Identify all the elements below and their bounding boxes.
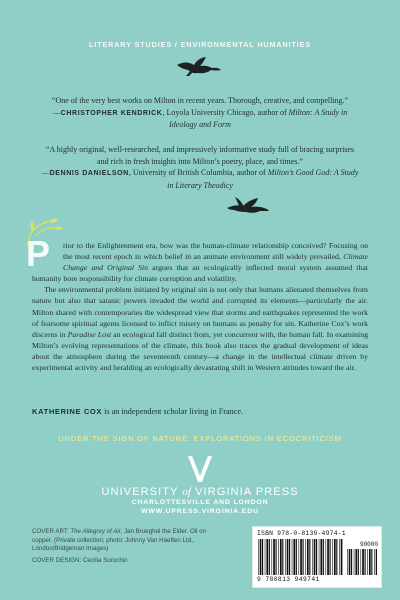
publisher-name	[0, 486, 400, 498]
quote-affiliation: , University of British Columbia, author of	[128, 168, 268, 177]
cover-credits	[32, 528, 222, 568]
price-barcode-icon	[347, 549, 377, 577]
isbn-barcode	[252, 526, 382, 588]
bird-illustration-top	[176, 56, 222, 78]
artwork-title: The Allegory of Air,	[70, 528, 123, 535]
quote-book: Milton: A Study in Ideology and Form	[169, 107, 348, 129]
description-text: argues that an ecologically inflected moral system assumed that humanity bore responsibility for climate corruption and volatility.	[32, 263, 368, 284]
author-bio-text: is an independent scholar living in France.	[102, 407, 244, 416]
dropcap-letter: P	[26, 233, 51, 274]
author-bio	[32, 407, 372, 416]
quote-text: “A highly original, well-researched, and impressively informative study full of bracing surprises and rich in fresh insights into Milton’s poetry, place, and times.”	[45, 145, 355, 166]
description-paragraph-2	[32, 284, 368, 373]
quote-attribution	[40, 107, 360, 131]
quote-author: CHRISTOPHER KENDRICK	[60, 109, 163, 117]
book-description	[26, 233, 368, 373]
credit-label: COVER ART:	[32, 528, 71, 535]
decorative-dropcap	[26, 233, 59, 274]
description-paragraph-1	[26, 233, 368, 284]
publisher-url: WWW.UPRESS.VIRGINIA.EDU	[141, 508, 259, 515]
cover-design-credit: COVER DESIGN: Cecilia Sorochin	[32, 556, 128, 564]
isbn-number: ISBN 978-0-8139-4974-1	[257, 530, 346, 537]
publisher-name-part: UNIVERSITY	[101, 486, 179, 498]
ean-barcode-icon	[258, 539, 344, 577]
quote-attribution	[40, 167, 360, 191]
price-code: 90000	[359, 541, 378, 548]
credit-text: Jan Brueghel the Elder. Oil on copper. (Private collection; photo: Johnny Van Haeften Ltd., London/Bridgeman Images)	[32, 528, 207, 553]
description-text: an ecological fall distinct from, yet concurrent with, the human fall. In examining Milton’s evolving representations of the climate, this book also traces the gradual development of ideas about the atmosphere during the seventeenth century—a change in the intellectual climate driven by experimental activity and heralding an ecologically devastating shift in Western attitudes toward the air.	[32, 329, 368, 373]
description-text: rior to the Enlightenment era, how was the human-climate relationship conceived? Focusing on the most recent epoch in which belief in an animate environment still widely prevailed,	[63, 241, 368, 262]
bird-illustration-middle	[226, 196, 270, 216]
endorsement-quote-1	[40, 95, 360, 131]
quote-dash: —	[52, 107, 61, 117]
press-logo-icon	[186, 454, 214, 484]
quote-text: “One of the very best works on Milton in recent years. Thorough, creative, and compelling.”	[51, 96, 349, 105]
ean-number: 9 780813 949741	[257, 576, 320, 583]
description-text: The environmental problem initiated by original sin is not only that humans alienated themselves from nature but also that satanic powers invaded the world and corrupted its elements—particularly the air. Milton shared with contemporaries the widespread view that storms and earthquakes represented the work of fearsome spiritual agents licensed to inflict misery on humans as penalty for sin. Katherine Cox’s work discerns in	[32, 285, 368, 339]
quote-dash: —	[41, 168, 50, 177]
category-label: LITERARY STUDIES / ENVIRONMENTAL HUMANITIES	[88, 40, 312, 49]
quote-author: DENNIS DANIELSON	[49, 170, 129, 177]
work-title-inline: Paradise Lost	[67, 329, 112, 339]
book-title-inline: Climate Change and Original Sin	[63, 252, 368, 273]
quote-book: Milton’s Good God: A Study in Literary Theodicy	[167, 168, 359, 190]
publisher-block	[0, 486, 400, 516]
series-title: UNDER THE SIGN OF NATURE: EXPLORATIONS IN ECOCRITICISM	[58, 434, 342, 443]
author-name: KATHERINE COX	[32, 407, 103, 416]
endorsement-quote-2	[40, 144, 360, 191]
quote-affiliation: , Loyola University Chicago, author of	[162, 107, 289, 117]
publisher-name-part: VIRGINIA PRESS	[195, 486, 299, 498]
cover-art-credit	[32, 528, 222, 554]
publisher-location: CHARLOTTESVILLE AND LONDON	[131, 499, 269, 506]
publisher-name-of: of	[182, 486, 191, 498]
